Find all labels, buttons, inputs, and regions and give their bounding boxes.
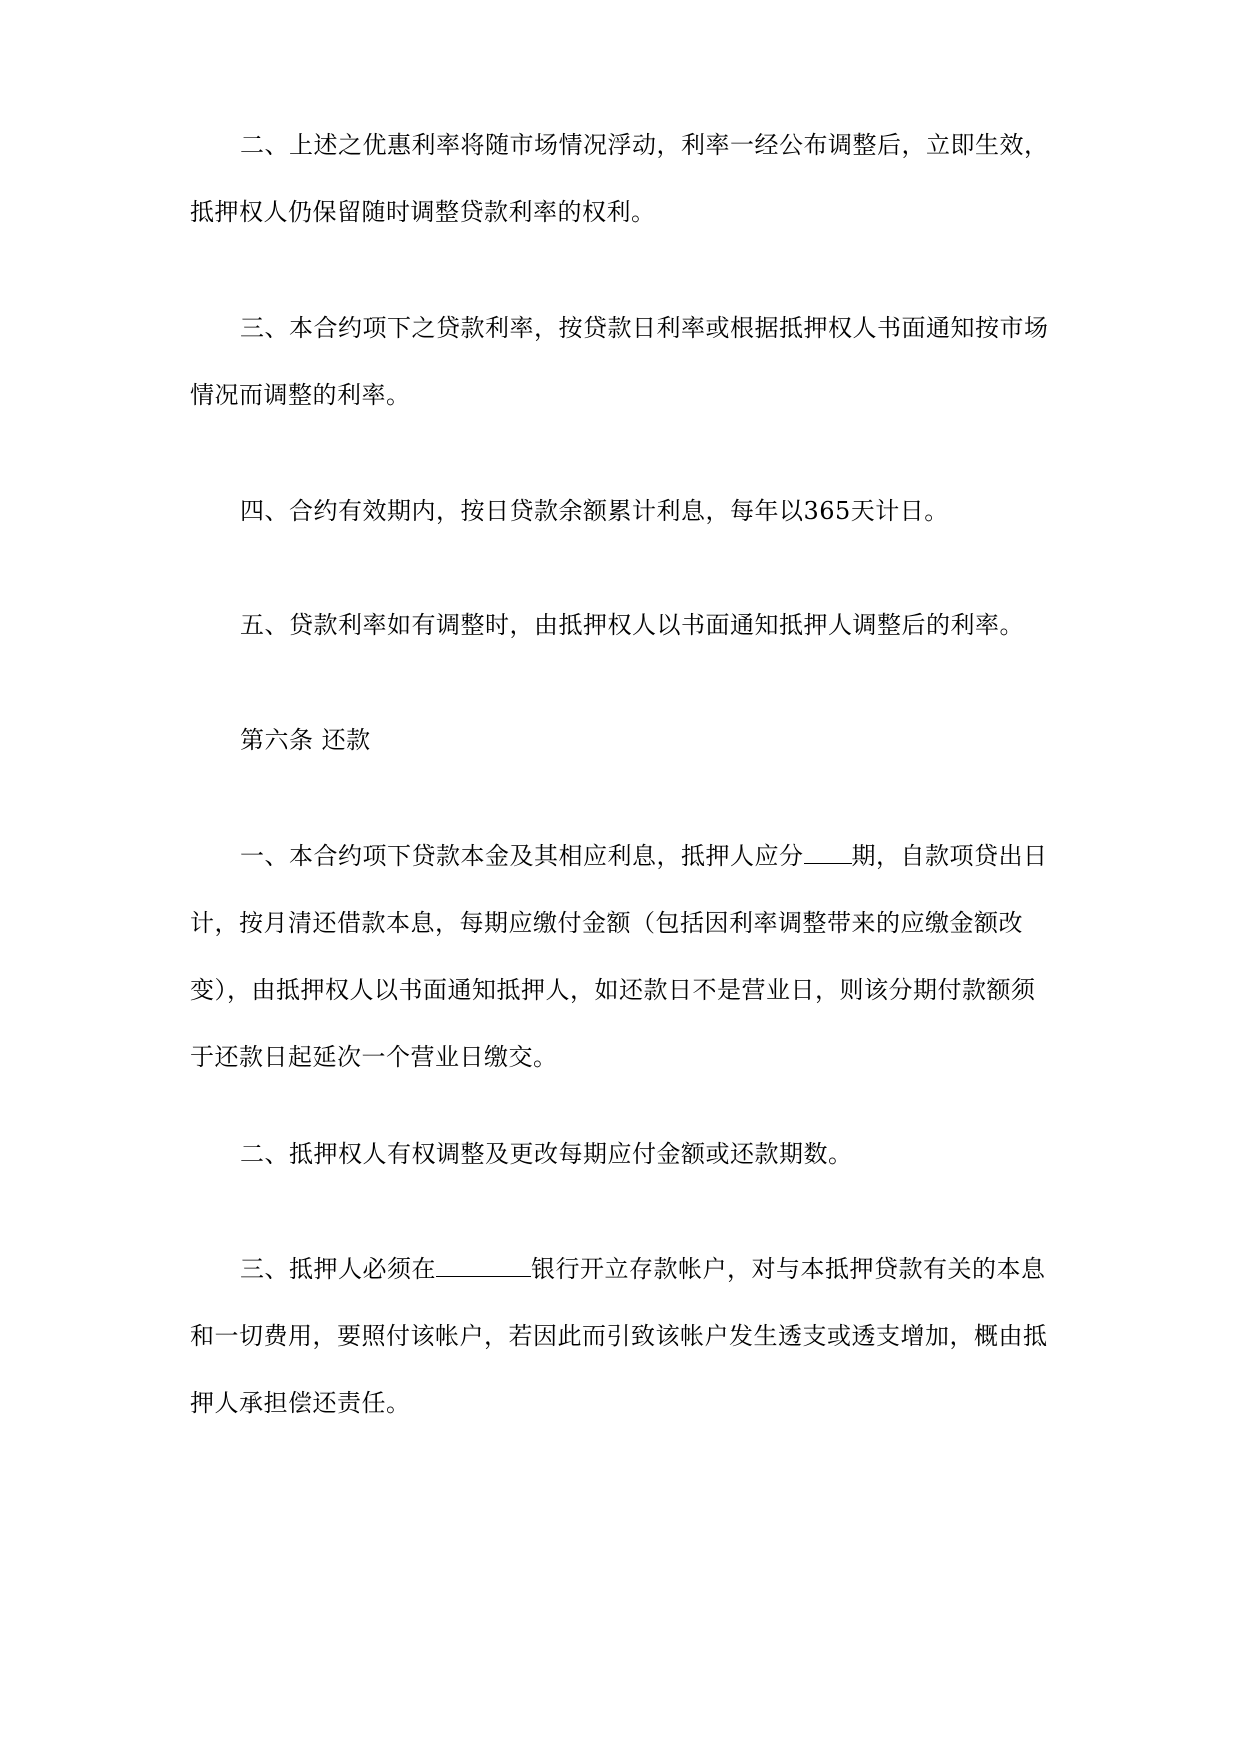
clause-6-item-2: 二、抵押权人有权调整及更改每期应付金额或还款期数。	[240, 1140, 853, 1168]
section-heading-article-6: 第六条 还款	[240, 726, 371, 754]
clause-5-item-3: 三、本合约项下之贷款利率，按贷款日利率或根据抵押权人书面通知按市场情况而调整的利率。	[190, 314, 1049, 409]
clause-6-item-3-text-before: 三、抵押人必须在	[240, 1255, 436, 1283]
clause-5-item-5: 五、贷款利率如有调整时，由抵押权人以书面通知抵押人调整后的利率。	[240, 611, 1024, 639]
clause-6-item-1-text-after: 期，自款项贷出日计，按月清还借款本息，每期应缴付金额（包括因利率调整带来的应缴金额改变），由抵押权人以书面通知抵押人，如还款日不是营业日，则该分期付款额须于还款日起延次一个营业日缴交。	[190, 842, 1048, 1071]
clause-6-item-1	[190, 823, 1055, 1091]
clause-6-item-3	[190, 1236, 1055, 1437]
installments-blank	[804, 838, 852, 864]
clause-5-item-2: 二、上述之优惠利率将随市场情况浮动，利率一经公布调整后，立即生效，抵押权人仍保留随时调整贷款利率的权利。	[190, 131, 1049, 226]
bank-name-blank	[436, 1251, 531, 1277]
clause-6-item-3-text-after: 银行开立存款帐户，对与本抵押贷款有关的本息和一切费用，要照付该帐户，若因此而引致该帐户发生透支或透支增加，概由抵押人承担偿还责任。	[190, 1255, 1048, 1417]
clause-5-item-4: 四、合约有效期内，按日贷款余额累计利息，每年以365天计日。	[240, 497, 949, 525]
clause-6-item-1-text-before: 一、本合约项下贷款本金及其相应利息，抵押人应分	[240, 842, 804, 870]
